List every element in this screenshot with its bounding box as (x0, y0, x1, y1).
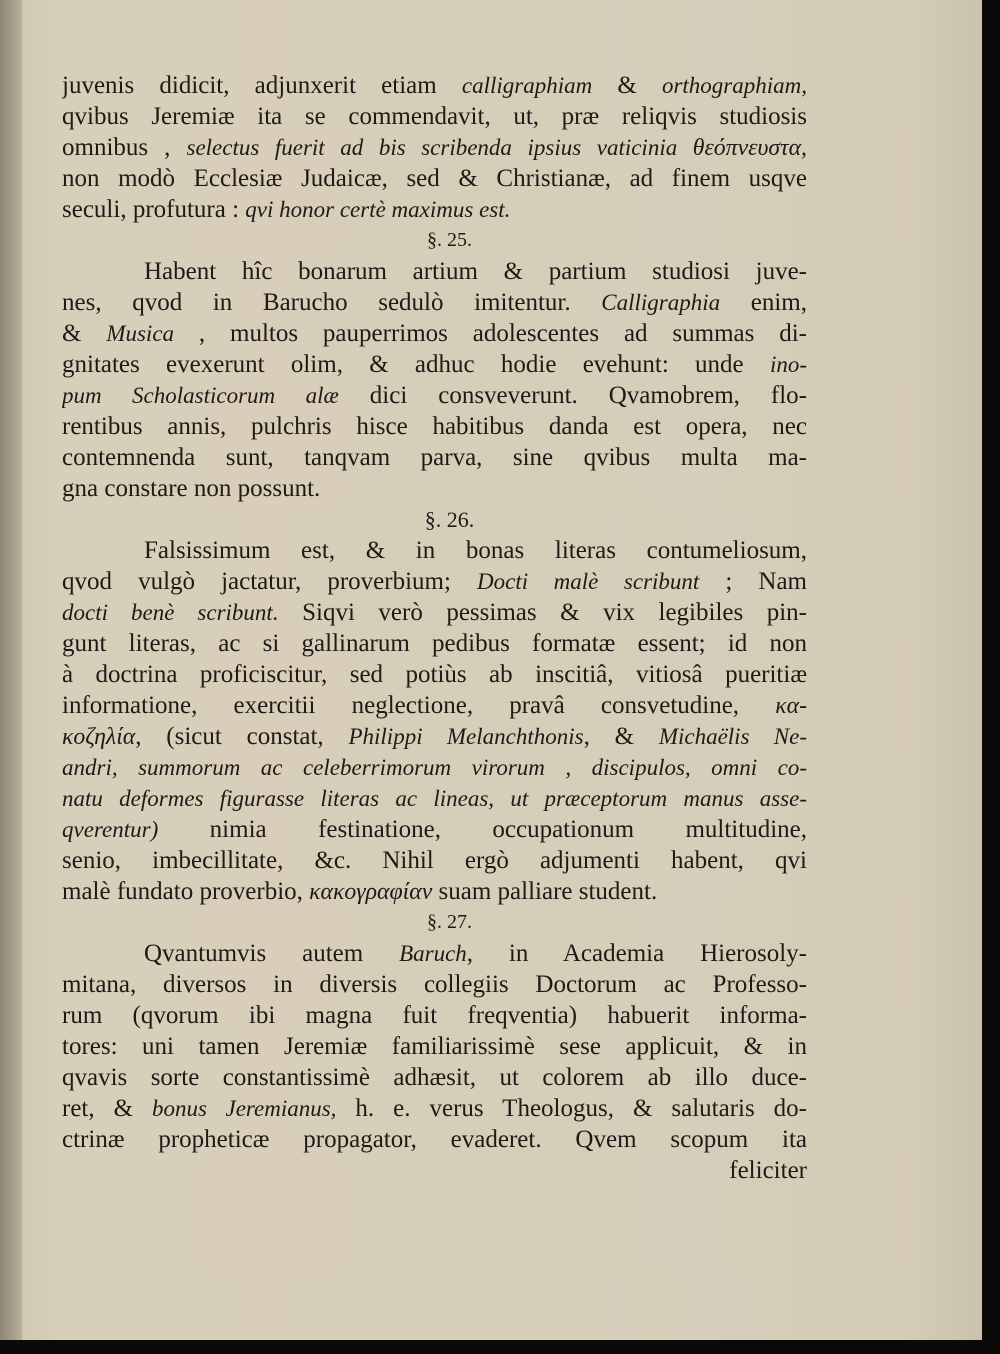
text-line: qvod vulgò jactatur, proverbium; Docti malè scribunt ; Nam (62, 568, 807, 595)
text-line: rentibus annis, pulchris hisce habitibus danda est opera, nec (62, 413, 807, 440)
text-line: à doctrina proficiscitur, sed potiùs ab inscitiâ, vitiosâ pueritiæ (62, 661, 807, 688)
text-line: malè fundato proverbio, κακογραφίαν suam palliare student. (62, 878, 658, 905)
section-heading: §. 27. (427, 911, 472, 933)
text-line: ret, & bonus Jeremianus, h. e. verus Theologus, & salutaris do- (62, 1095, 807, 1122)
text-line: pum Scholasticorum alæ dici consveverunt. Qvamobrem, flo- (62, 382, 807, 409)
text-line: qvavis sorte constantissimè adhæsit, ut colorem ab illo duce- (62, 1064, 807, 1091)
text-line: juvenis didicit, adjunxerit etiam calligraphiam & orthographiam, (62, 72, 807, 99)
text-line: rum (qvorum ibi magna fuit freqventia) habuerit informa- (62, 1002, 807, 1029)
text-line: omnibus , selectus fuerit ad bis scribenda ipsius vaticinia θεόπνευστα, (62, 134, 807, 161)
text-line: andri, summorum ac celeberrimorum virorum , discipulos, omni co- (62, 755, 807, 780)
text-line: gunt literas, ac si gallinarum pedibus formatæ essent; id non (62, 630, 807, 657)
text-line: gna constare non possunt. (62, 475, 321, 502)
text-line: docti benè scribunt. Siqvi verò pessimas & vix legibiles pin- (62, 599, 807, 626)
section-heading: §. 25. (427, 229, 472, 251)
text-line: contemnenda sunt, tanqvam parva, sine qvibus multa ma- (62, 444, 807, 471)
text-line: tores: uni tamen Jeremiæ familiarissimè sese applicuit, & in (62, 1033, 807, 1060)
text-line: & Musica , multos pauperrimos adolescentes ad summas di- (62, 320, 807, 347)
text-line: qverentur) nimia festinatione, occupationum multitudine, (62, 816, 807, 843)
text-line: κοζηλία, (sicut constat, Philippi Melanchthonis, & Michaëlis Ne- (62, 723, 807, 750)
catchword: feliciter (729, 1157, 807, 1184)
text-line: Qvantumvis autem Baruch, in Academia Hierosoly- (144, 940, 807, 967)
text-line: nes, qvod in Barucho sedulò imitentur. Calligraphia enim, (62, 289, 807, 316)
text-line: seculi, profutura : qvi honor certè maximus est. (62, 196, 511, 223)
page-text (62, 70, 807, 1186)
text-line: ctrinæ propheticæ propagator, evaderet. Qvem scopum ita (62, 1126, 807, 1153)
text-line: senio, imbecillitate, &c. Nihil ergò adjumenti habent, qvi (62, 847, 807, 874)
section-heading: §. 26. (424, 507, 475, 532)
text-line: qvibus Jeremiæ ita se commendavit, ut, præ reliqvis studiosis (62, 103, 807, 130)
text-line: Falsissimum est, & in bonas literas contumeliosum, (144, 537, 807, 564)
text-line: natu deformes figurasse literas ac lineas, ut præceptorum manus asse- (62, 786, 807, 811)
text-line: informatione, exercitii neglectione, pravâ consvetudine, κα- (62, 692, 807, 719)
text-line: gnitates evexerunt olim, & adhuc hodie evehunt: unde ino- (62, 351, 807, 378)
text-line: Habent hîc bonarum artium & partium studiosi juve- (144, 258, 807, 285)
text-line: non modò Ecclesiæ Judaicæ, sed & Christianæ, ad finem usqve (62, 165, 807, 192)
page-gutter-shadow (0, 0, 22, 1340)
text-line: mitana, diversos in diversis collegiis Doctorum ac Professo- (62, 971, 807, 998)
